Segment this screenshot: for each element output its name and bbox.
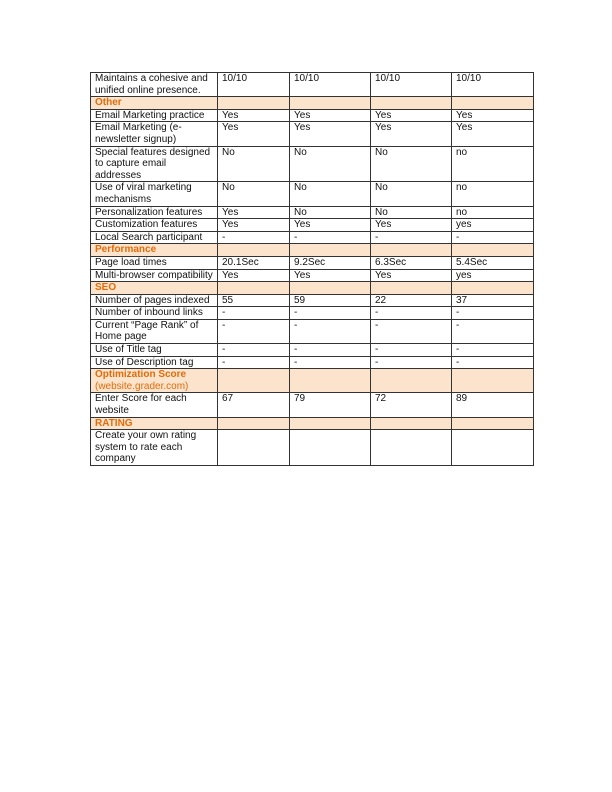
criterion-label: Number of pages indexed — [91, 294, 218, 307]
criterion-label: Email Marketing (e-newsletter signup) — [91, 122, 218, 146]
value-cell: - — [371, 319, 452, 343]
value-cell — [452, 430, 534, 466]
section-empty-cell — [290, 244, 371, 257]
value-cell: No — [290, 182, 371, 206]
section-empty-cell — [452, 369, 534, 393]
criterion-label: Current “Page Rank” of Home page — [91, 319, 218, 343]
value-cell: 10/10 — [218, 73, 290, 97]
value-cell: no — [452, 182, 534, 206]
value-cell: - — [290, 307, 371, 320]
section-title-cell — [91, 244, 218, 257]
section-header-row — [91, 369, 534, 393]
value-cell: no — [452, 206, 534, 219]
section-title: RATING — [95, 417, 133, 429]
value-cell: - — [290, 356, 371, 369]
value-cell: - — [218, 344, 290, 357]
section-title-cell — [91, 417, 218, 430]
table-row — [91, 294, 534, 307]
value-cell: No — [371, 206, 452, 219]
value-cell: yes — [452, 269, 534, 282]
section-empty-cell — [218, 417, 290, 430]
value-cell: No — [371, 146, 452, 182]
value-cell: yes — [452, 219, 534, 232]
value-cell: Yes — [218, 219, 290, 232]
criterion-label: Local Search participant — [91, 231, 218, 244]
section-title-cell — [91, 369, 218, 393]
value-cell: Yes — [218, 269, 290, 282]
criterion-label: Use of Title tag — [91, 344, 218, 357]
table-row — [91, 219, 534, 232]
value-cell: 5.4Sec — [452, 256, 534, 269]
value-cell: Yes — [371, 219, 452, 232]
section-empty-cell — [290, 282, 371, 295]
section-empty-cell — [452, 282, 534, 295]
value-cell: Yes — [371, 269, 452, 282]
section-empty-cell — [290, 417, 371, 430]
value-cell — [218, 430, 290, 466]
value-cell: Yes — [290, 269, 371, 282]
section-header-row — [91, 282, 534, 295]
value-cell: - — [452, 319, 534, 343]
section-empty-cell — [218, 97, 290, 110]
criterion-label: Enter Score for each website — [91, 393, 218, 417]
value-cell: 6.3Sec — [371, 256, 452, 269]
value-cell: - — [452, 356, 534, 369]
table-row — [91, 269, 534, 282]
table-row — [91, 206, 534, 219]
value-cell: Yes — [371, 109, 452, 122]
value-cell: - — [371, 356, 452, 369]
section-title: SEO — [95, 282, 117, 294]
table-row — [91, 182, 534, 206]
comparison-table — [90, 72, 534, 466]
table-row — [91, 146, 534, 182]
value-cell: - — [218, 319, 290, 343]
value-cell: - — [290, 231, 371, 244]
value-cell: no — [452, 146, 534, 182]
section-empty-cell — [371, 244, 452, 257]
value-cell: Yes — [290, 219, 371, 232]
table-row — [91, 344, 534, 357]
section-empty-cell — [371, 282, 452, 295]
section-empty-cell — [452, 244, 534, 257]
value-cell: 59 — [290, 294, 371, 307]
value-cell: Yes — [218, 122, 290, 146]
value-cell: No — [290, 206, 371, 219]
section-empty-cell — [218, 369, 290, 393]
section-header-row — [91, 417, 534, 430]
value-cell: Yes — [452, 109, 534, 122]
criterion-label: Special features designed to capture email addresses — [91, 146, 218, 182]
value-cell: 72 — [371, 393, 452, 417]
section-empty-cell — [452, 97, 534, 110]
section-empty-cell — [218, 244, 290, 257]
value-cell: 67 — [218, 393, 290, 417]
table-row — [91, 109, 534, 122]
table-row — [91, 393, 534, 417]
value-cell: Yes — [452, 122, 534, 146]
table-row — [91, 256, 534, 269]
criterion-label: Create your own rating system to rate each company — [91, 430, 218, 466]
value-cell: - — [218, 307, 290, 320]
table-row — [91, 319, 534, 343]
section-empty-cell — [290, 97, 371, 110]
section-empty-cell — [371, 97, 452, 110]
section-empty-cell — [371, 417, 452, 430]
criterion-label: Customization features — [91, 219, 218, 232]
section-empty-cell — [218, 282, 290, 295]
table-row — [91, 430, 534, 466]
value-cell: 37 — [452, 294, 534, 307]
value-cell: - — [290, 344, 371, 357]
criterion-label: Use of viral marketing mechanisms — [91, 182, 218, 206]
criterion-label: Personalization features — [91, 206, 218, 219]
table-row — [91, 73, 534, 97]
value-cell: 9.2Sec — [290, 256, 371, 269]
value-cell: - — [371, 231, 452, 244]
table-row — [91, 231, 534, 244]
criterion-label: Multi-browser compatibility — [91, 269, 218, 282]
value-cell: - — [452, 231, 534, 244]
value-cell: - — [290, 319, 371, 343]
value-cell: - — [218, 356, 290, 369]
section-empty-cell — [371, 369, 452, 393]
section-title-cell — [91, 97, 218, 110]
section-title: Other — [95, 97, 122, 109]
section-subtitle: (website.grader.com) — [95, 380, 189, 392]
section-empty-cell — [452, 417, 534, 430]
value-cell: - — [371, 344, 452, 357]
value-cell: - — [452, 307, 534, 320]
value-cell: Yes — [218, 206, 290, 219]
value-cell: - — [452, 344, 534, 357]
value-cell: - — [218, 231, 290, 244]
value-cell: Yes — [290, 122, 371, 146]
section-title-cell — [91, 282, 218, 295]
comparison-table-body — [91, 73, 534, 466]
value-cell: No — [218, 146, 290, 182]
section-header-row — [91, 97, 534, 110]
section-title: Performance — [95, 244, 157, 256]
criterion-label: Page load times — [91, 256, 218, 269]
value-cell: 55 — [218, 294, 290, 307]
value-cell: 10/10 — [290, 73, 371, 97]
table-row — [91, 307, 534, 320]
value-cell: 79 — [290, 393, 371, 417]
value-cell: 22 — [371, 294, 452, 307]
section-title: Optimization Score — [95, 369, 187, 381]
value-cell: 89 — [452, 393, 534, 417]
value-cell: Yes — [218, 109, 290, 122]
table-row — [91, 122, 534, 146]
criterion-label: Email Marketing practice — [91, 109, 218, 122]
section-header-row — [91, 244, 534, 257]
value-cell — [371, 430, 452, 466]
value-cell: - — [371, 307, 452, 320]
value-cell: 10/10 — [452, 73, 534, 97]
criterion-label: Number of inbound links — [91, 307, 218, 320]
value-cell: No — [290, 146, 371, 182]
value-cell — [290, 430, 371, 466]
value-cell: No — [218, 182, 290, 206]
section-empty-cell — [290, 369, 371, 393]
criterion-label: Maintains a cohesive and unified online presence. — [91, 73, 218, 97]
value-cell: Yes — [371, 122, 452, 146]
value-cell: 10/10 — [371, 73, 452, 97]
table-row — [91, 356, 534, 369]
value-cell: No — [371, 182, 452, 206]
value-cell: 20.1Sec — [218, 256, 290, 269]
criterion-label: Use of Description tag — [91, 356, 218, 369]
value-cell: Yes — [290, 109, 371, 122]
